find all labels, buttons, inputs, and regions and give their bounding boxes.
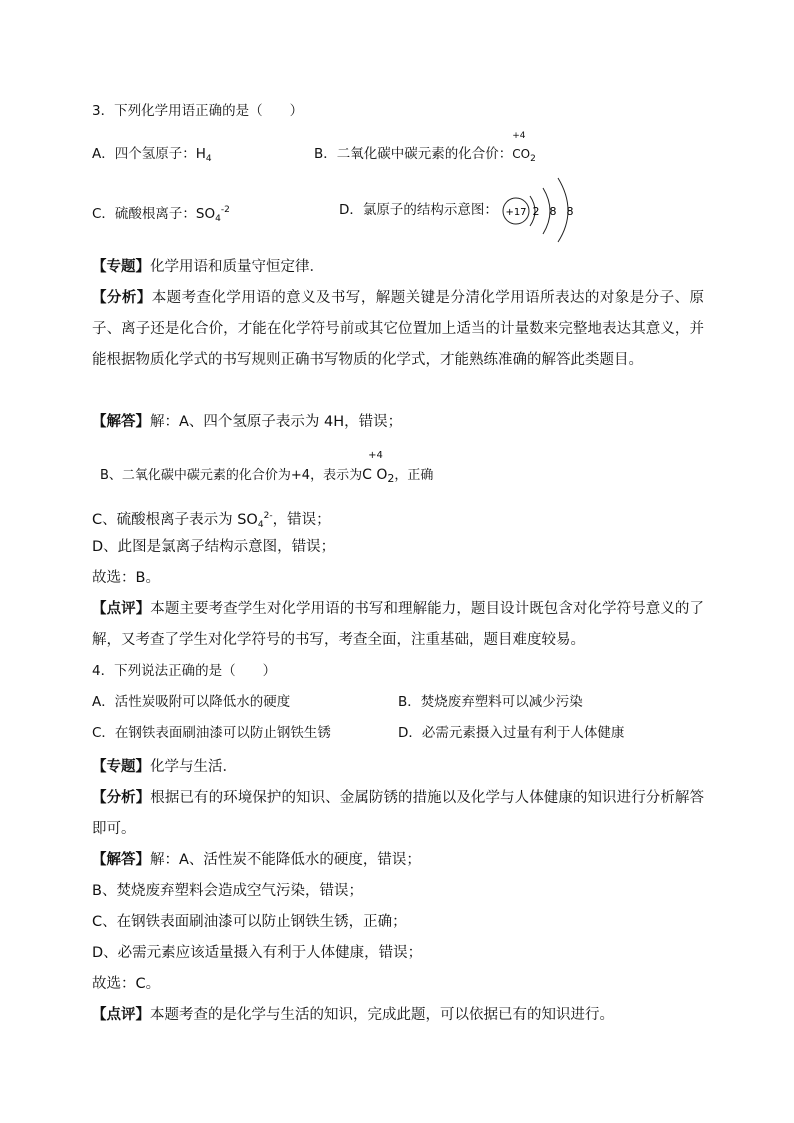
- q4-answer-d: D、必需元素应该适量摄入有利于人体健康，错误；: [92, 945, 423, 961]
- q4-answer-c: C、在钢铁表面刷油漆可以防止钢铁生锈，正确；: [92, 914, 407, 930]
- shell-electrons-2: 8: [549, 205, 557, 218]
- q3-analysis: 【分析】本题考查化学用语的意义及书写，解题关键是分清化学用语所表达的对象是分子、原子、离子还是化合价，才能在化学符号前或其它位置加上适当的计量数来完整地表达其意义，并能根据物质化学式的书写规则正确书写物质的化学式，才能熟练准确的解答此类题目。: [92, 290, 704, 368]
- q3-answer-c: C、硫酸根离子表示为 $SO_4^{2-}$，错误；: [92, 511, 331, 530]
- q4-topic: 【专题】化学与生活．: [92, 759, 237, 775]
- atom-structure-diagram: [498, 174, 588, 246]
- q3-option-b-formula: +4 $CO_2$: [512, 131, 536, 164]
- q3-option-d: D．氯原子的结构示意图：: [339, 202, 498, 218]
- nucleus-charge: +17: [505, 207, 527, 218]
- q4-answer-a: 【解答】解：A、活性炭不能降低水的硬度，错误；: [92, 852, 421, 868]
- q3-answer-b-formula: +4 C $O_2$: [362, 450, 395, 485]
- shell-electrons-1: 2: [532, 205, 540, 218]
- q4-stem: 4．下列说法正确的是（ ）: [92, 663, 277, 679]
- q3-answer-b: B、二氧化碳中碳元素的化合价为+4，表示为 +4 C $O_2$，正确: [100, 466, 433, 488]
- q4-answer-b: B、焚烧废弃塑料会造成空气污染，错误；: [92, 883, 363, 899]
- q4-choice: 故选：C。: [92, 976, 161, 992]
- q4-comment: 【点评】本题考查的是化学与生活的知识，完成此题，可以依据已有的知识进行。: [92, 1007, 614, 1023]
- q3-comment: 【点评】本题主要考查学生对化学用语的书写和理解能力，题目设计既包含对化学符号意义的了解，又考查了学生对化学符号的书写，考查全面，注重基础，题目难度较易。: [92, 601, 705, 648]
- q4-option-b: B．焚烧废弃塑料可以减少污染: [398, 694, 583, 710]
- q4-option-c: C．在钢铁表面刷油漆可以防止钢铁生锈: [92, 725, 331, 741]
- q3-option-a: A．四个氢原子：$H_4$: [92, 146, 212, 164]
- q4-option-d: D．必需元素摄入过量有利于人体健康: [398, 725, 625, 741]
- q4-option-a: A．活性炭吸附可以降低水的硬度: [92, 694, 291, 710]
- q3-choice: 故选：B。: [92, 570, 160, 586]
- q3-option-b: B．二氧化碳中碳元素的化合价： +4 $CO_2$: [314, 145, 536, 168]
- q4-analysis: 【分析】根据已有的环境保护的知识、金属防锈的措施以及化学与人体健康的知识进行分析解答即可。: [92, 790, 705, 837]
- q3-answer-d: D、此图是氯离子结构示意图，错误；: [92, 539, 336, 555]
- q3-stem: 3．下列化学用语正确的是（ ）: [92, 103, 304, 119]
- q3-option-c: C．硫酸根离子：$SO_4^{-2}$: [92, 205, 230, 224]
- shell-electrons-3: 8: [566, 205, 574, 218]
- q3-topic: 【专题】化学用语和质量守恒定律．: [92, 259, 324, 275]
- q3-answer-a: 【解答】解：A、四个氢原子表示为 4H，错误；: [92, 414, 403, 430]
